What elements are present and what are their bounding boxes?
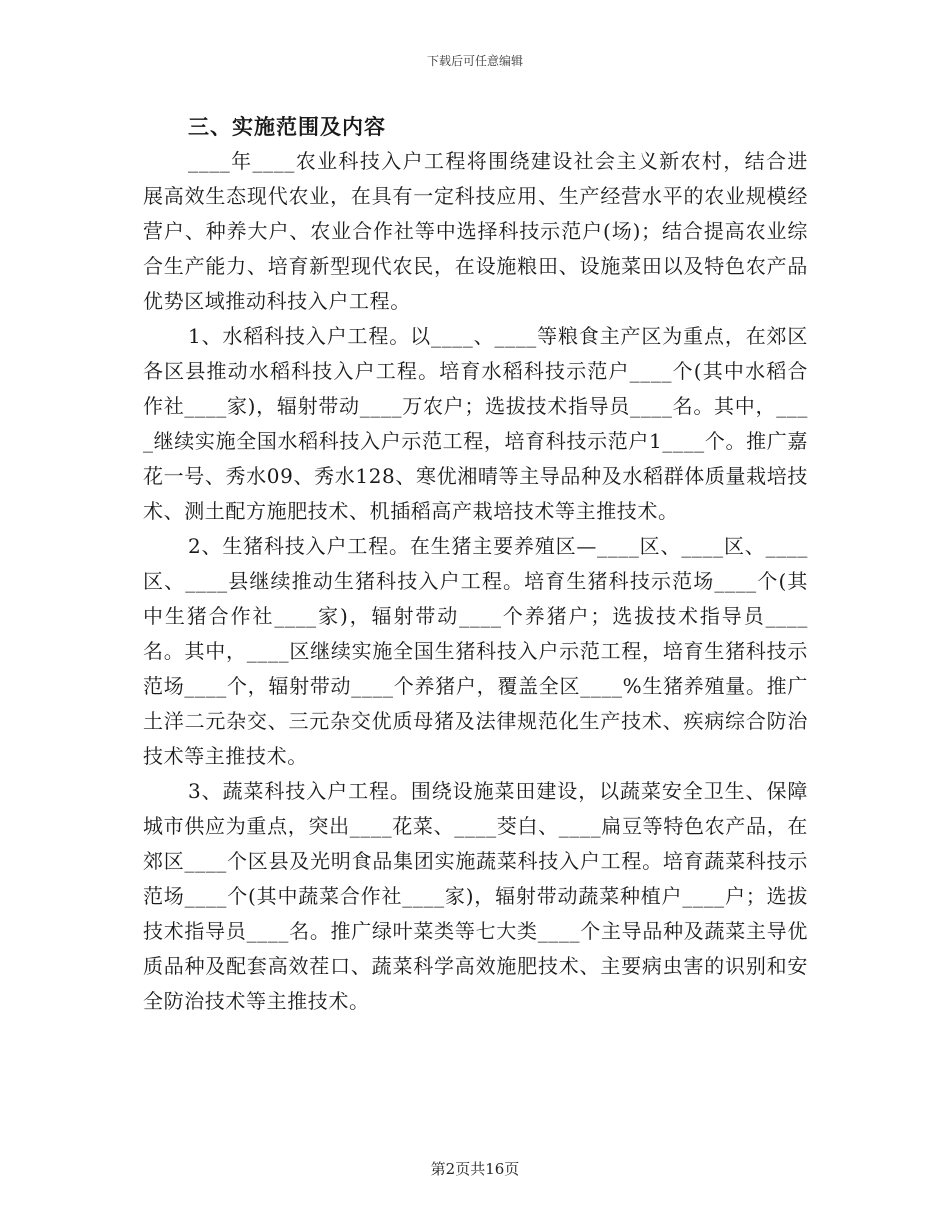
vegetable-paragraph: 3、蔬菜科技入户工程。围绕设施菜田建设，以蔬菜安全卫生、保障城市供应为重点，突出____花菜、____茭白、____扁豆等特色农产品，在郊区____个区县及光明食品集团实施蔬菜科技入户工程。培育蔬菜科技示范场____个(其中蔬菜合作社____家)，辐射带动蔬菜种植户____户；选拔技术指导员____名。推广绿叶菜类等七大类____个主导品种及蔬菜主导优质品种及配套高效茬口、蔬菜科学高效施肥技术、主要病虫害的识别和安全防治技术等主推技术。 — [143, 779, 808, 1013]
intro-paragraph: ____年____农业科技入户工程将围绕建设社会主义新农村，结合进展高效生态现代农业，在具有一定科技应用、生产经营水平的农业规模经营户、种养大户、农业合作社等中选择科技示范户(场)；结合提高农业综合生产能力、培育新型现代农民，在设施粮田、设施菜田以及特色农产品优势区域推动科技入户工程。 — [143, 149, 808, 313]
document-body — [143, 110, 808, 1019]
page-header-note: 下载后可任意编辑 — [426, 54, 523, 68]
section-heading: 三、实施范围及内容 — [188, 114, 386, 139]
pig-paragraph: 2、生猪科技入户工程。在生猪主要养殖区—____区、____区、____区、____县继续推动生猪科技入户工程。培育生猪科技示范场____个(其中生猪合作社____家)，辐射带动____个养猪户；选拔技术指导员____名。其中，____区继续实施全国生猪科技入户示范工程，培育生猪科技示范场____个，辐射带动____个养猪户，覆盖全区____%生猪养殖量。推广土洋二元杂交、三元杂交优质母猪及法律规范化生产技术、疾病综合防治技术等主推技术。 — [143, 534, 808, 768]
page-number: 第2页共16页 — [430, 1160, 520, 1178]
rice-paragraph: 1、水稻科技入户工程。以____、____等粮食主产区为重点，在郊区各区县推动水稻科技入户工程。培育水稻科技示范户____个(其中水稻合作社____家)，辐射带动____万农户；选拔技术指导员____名。其中，____继续实施全国水稻科技入户示范工程，培育科技示范户1____个。推广嘉花一号、秀水09、秀水128、寒优湘晴等主导品种及水稻群体质量栽培技术、测土配方施肥技术、机插稻高产栽培技术等主推技术。 — [143, 324, 808, 523]
